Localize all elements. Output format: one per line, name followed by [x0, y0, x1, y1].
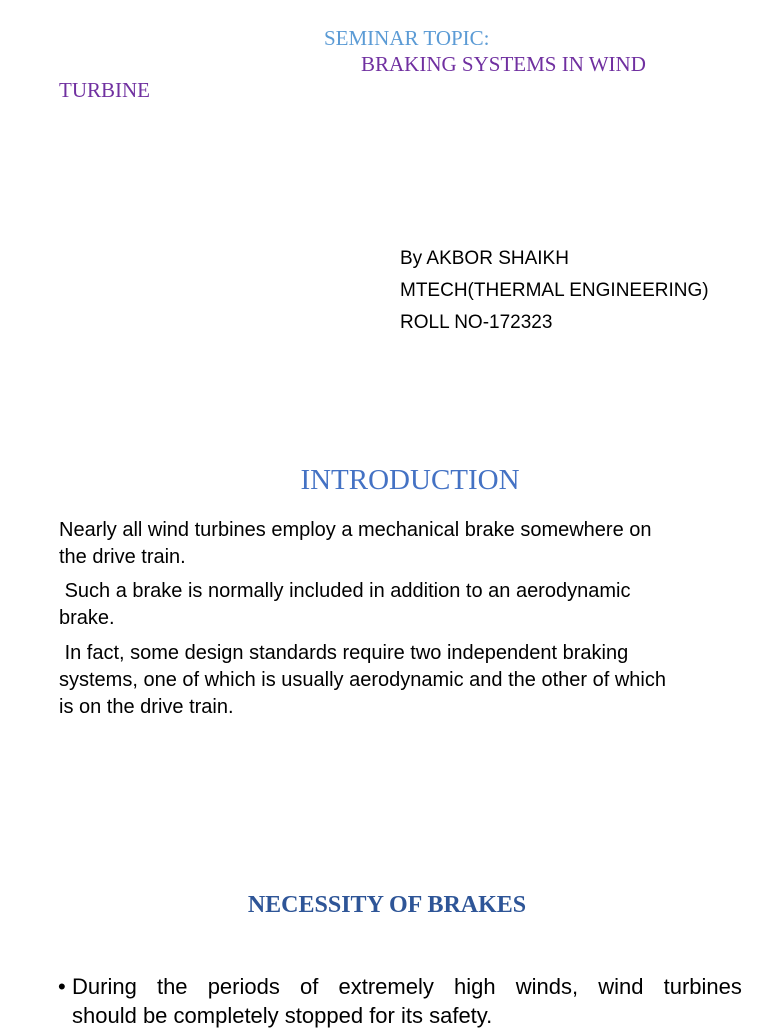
seminar-title-line-1: BRAKING SYSTEMS IN WIND	[361, 52, 646, 76]
bullet-word: turbines	[663, 974, 742, 999]
seminar-title-line-2: TURBINE	[59, 78, 150, 102]
bullet-word: the	[156, 974, 188, 999]
seminar-topic-label: SEMINAR TOPIC:	[324, 26, 490, 50]
introduction-paragraph: Nearly all wind turbines employ a mechanical brake somewhere on the drive train.	[59, 519, 652, 568]
author-roll-number: ROLL NO-172323	[400, 312, 553, 333]
necessity-heading: NECESSITY OF BRAKES	[247, 892, 527, 918]
bullet-line	[72, 972, 742, 1001]
bullet-list-item	[58, 972, 742, 1030]
bullet-word: periods	[207, 974, 280, 999]
author-name: By AKBOR SHAIKH	[400, 248, 569, 269]
bullet-word: winds,	[515, 974, 579, 999]
bullet-word: wind	[598, 974, 644, 999]
introduction-paragraph: Such a brake is normally included in addition to an aerodynamic brake.	[59, 580, 637, 629]
bullet-line: should be completely stopped for its safety.	[72, 1003, 493, 1028]
bullet-word: of	[299, 974, 319, 999]
bullet-dot-icon: •	[58, 974, 66, 999]
introduction-paragraph: In fact, some design standards require two independent braking systems, one of which is usually aerodynamic and the other of which is on the drive train.	[59, 642, 672, 718]
bullet-word: extremely	[338, 974, 434, 999]
introduction-heading: INTRODUCTION	[300, 464, 520, 496]
author-program: MTECH(THERMAL ENGINEERING)	[400, 280, 709, 301]
bullet-text	[72, 972, 742, 1030]
bullet-word: During	[72, 974, 137, 999]
bullet-word: high	[453, 974, 496, 999]
